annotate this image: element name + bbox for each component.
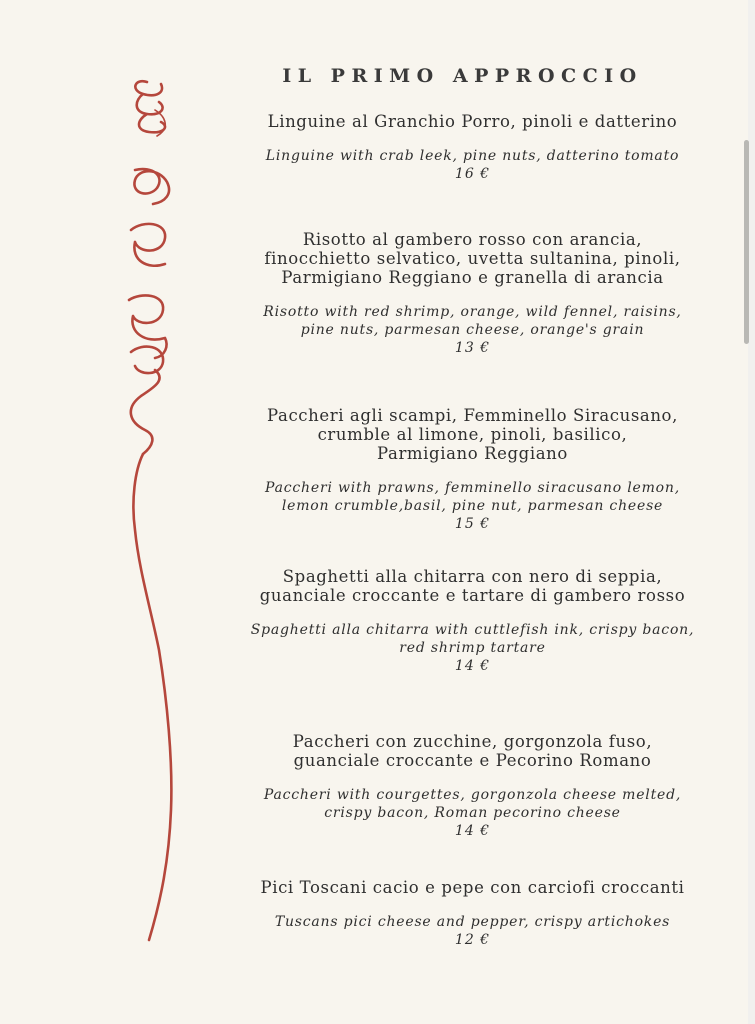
dish-item [200, 567, 745, 675]
dish-item [200, 878, 745, 949]
scrollbar-track[interactable] [748, 0, 755, 1024]
dish-translation: Spaghetti alla chitarra with cuttlefish ink, crispy bacon, red shrimp tartare [250, 622, 695, 656]
section-title: IL PRIMO APPROCCIO [282, 65, 643, 87]
dish-price: 14 € [454, 658, 491, 674]
dish-name: Risotto al gambero rosso con arancia, finocchietto selvatico, uvetta sultanina, pinoli, Parmigiano Reggiano e granella di arancia [264, 230, 681, 287]
dish-price: 13 € [454, 340, 491, 356]
scrollbar-thumb[interactable] [744, 140, 749, 344]
dish-translation: Risotto with red shrimp, orange, wild fennel, raisins, pine nuts, parmesan cheese, orange's grain [263, 304, 682, 338]
dish-name: Spaghetti alla chitarra con nero di seppia, guanciale croccante e tartare di gambero rosso [259, 567, 686, 605]
dish-price: 14 € [454, 823, 491, 839]
dish-price: 16 € [454, 166, 491, 182]
dish-translation: Tuscans pici cheese and pepper, crispy artichokes [274, 914, 671, 930]
dish-translation: Paccheri with prawns, femminello siracusano lemon, lemon crumble,basil, pine nut, parmesan cheese [265, 480, 680, 514]
dish-translation: Linguine with crab leek, pine nuts, datterino tomato [265, 148, 680, 164]
menu-script-logo [95, 70, 205, 960]
dish-item [200, 732, 745, 840]
dish-translation: Paccheri with courgettes, gorgonzola cheese melted, crispy bacon, Roman pecorino cheese [263, 787, 682, 821]
dish-name: Paccheri con zucchine, gorgonzola fuso, guanciale croccante e Pecorino Romano [292, 732, 653, 770]
dish-item [200, 112, 745, 183]
dish-name: Pici Toscani cacio e pepe con carciofi croccanti [260, 878, 685, 897]
dish-name: Linguine al Granchio Porro, pinoli e datterino [267, 112, 678, 131]
dish-price: 12 € [454, 932, 491, 948]
dish-item [200, 230, 745, 357]
dish-item [200, 406, 745, 533]
dish-name: Paccheri agli scampi, Femminello Siracusano, crumble al limone, pinoli, basilico, Parmigiano Reggiano [267, 406, 678, 463]
dish-price: 15 € [454, 516, 491, 532]
